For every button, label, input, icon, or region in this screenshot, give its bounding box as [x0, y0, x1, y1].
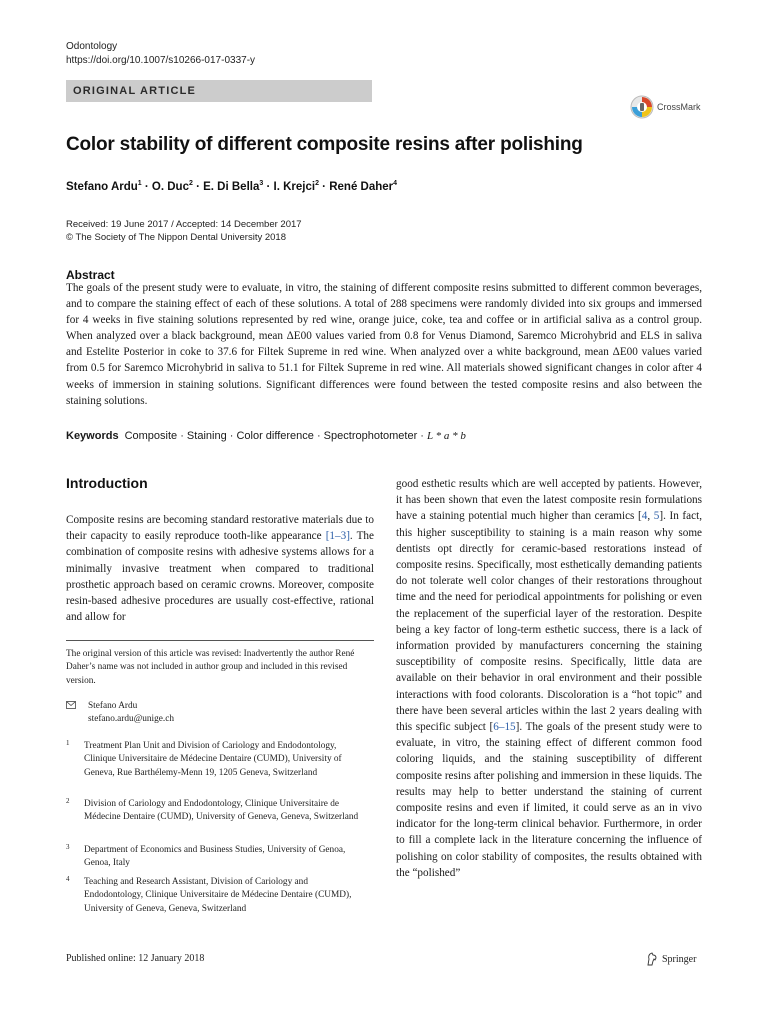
affiliation-text: Treatment Plan Unit and Division of Cariology and Endodontology, Clinique Universitaire de Médecine Dentaire (CUMD), University of Geneva, Rue Barthélemy-Menn 19, 1205 Geneva, Switzerland	[84, 741, 342, 778]
crossmark-icon	[630, 95, 654, 119]
author-name[interactable]: O. Duc	[151, 180, 189, 193]
article-title: Color stability of different composite resins after polishing	[66, 134, 583, 155]
author-separator: ·	[318, 180, 330, 193]
crossmark-badge[interactable]	[630, 92, 710, 122]
footnote-divider	[66, 640, 374, 641]
article-type-banner	[66, 80, 372, 102]
intro-right-text-3: ]. In fact, this higher susceptibility to staining is a main reason why some dentists opt directly for ceramic-based restorations instead of composite resins. Specifically, most esthetically demanding patients do not tolerate well color changes of their restorations throughout time and the need for periodical appointments for polishing or even the replacement of the superficial layer of the restoration. Despite being a key factor of long-term esthetic success, there is a lack of information provided by manufacturers concerning the staining susceptibility of composite resins. Specifically, little data are available on their behavior in oral environment and their possible interactions with food colorants. Discoloration is a “hot topic” and there have been several articles within the last 2 years dealing with this specific subject [	[396, 510, 702, 734]
keywords-list: Composite · Staining · Color difference · Spectrophotometer ·	[124, 430, 428, 442]
intro-left-text-1: Composite resins are becoming standard restorative materials due to their capacity to easily reproduce tooth-like appearance	[66, 514, 374, 543]
intro-right-text-2: ,	[647, 510, 654, 523]
affiliation-1	[66, 740, 366, 780]
keywords	[66, 430, 466, 442]
contact-name: Stefano Ardu	[88, 701, 138, 711]
affiliation-2	[66, 798, 366, 825]
article-type-label: ORIGINAL ARTICLE	[73, 85, 197, 97]
citation-link[interactable]: [1–3]	[325, 530, 350, 543]
doi-link[interactable]: https://doi.org/10.1007/s10266-017-0337-y	[66, 55, 256, 66]
publisher-logo	[646, 952, 696, 966]
intro-left-paragraph	[66, 512, 374, 625]
affiliation-number: 1	[66, 739, 70, 747]
published-online: Published online: 12 January 2018	[66, 953, 205, 964]
intro-left-text-2: . The combination of composite resins with adhesive systems allows for a minimally invasive treatment when compared to traditional prosthetic approach based on ceramic crowns. Moreover, composite resin-based adhesive procedures are usually cost-effective, rational and allow for	[66, 530, 374, 624]
journal-name: Odontology	[66, 41, 118, 52]
abstract-heading: Abstract	[66, 268, 115, 282]
author-name[interactable]: I. Krejci	[273, 180, 316, 193]
copyright: © The Society of The Nippon Dental University 2018	[66, 232, 286, 243]
springer-horse-icon	[646, 952, 658, 966]
corresponding-author	[66, 700, 366, 727]
affiliation-3	[66, 844, 366, 871]
intro-right-paragraph	[396, 476, 702, 881]
intro-right-text-1: good esthetic results which are well accepted by patients. However, it has been shown that even the latest composite resin formulations have a staining potential much higher than ceramics [	[396, 478, 702, 523]
author-list	[66, 180, 397, 193]
abstract-text: The goals of the present study were to evaluate, in vitro, the staining of different composite resins submitted to different common beverages, and to compare the staining effect of each of these solutions. A total of 288 specimens were randomly divided into six groups and immersed for 4 weeks in five staining solutions represented by red wine, orange juice, coke, tea and coffee or in artificial saliva as a control group. When analyzed over a black background, mean ΔE00 values varied from 0.8 for Venus Diamond, Saremco Microhybrid and ELS in saliva and Estelite Posterior in coke to 37.6 for Filtek Supreme in red wine. When analyzed over a white background, mean ΔE00 values varied from 0.5 for Saremco Microhybrid in saliva to 51.1 for Filtek Supreme in red wine. All materials showed significant changes in color after 4 weeks of immersion in staining solutions. Significant differences were found between the tested composite resins and also between the staining solutions.	[66, 282, 702, 407]
author-separator: ·	[141, 180, 152, 193]
contact-email[interactable]: stefano.ardu@unige.ch	[88, 714, 175, 725]
revision-footnote: The original version of this article was revised: Inadvertently the author René Daher’s name was not included in author group and included in this revised version.	[66, 649, 355, 686]
introduction-heading: Introduction	[66, 475, 148, 491]
intro-right-text-4: ]. The goals of the present study were to evaluate, in vitro, the staining effect of different common food coloring liquids, and the staining susceptibility of different composite resins after polishing and immersion in these liquids. The results may help to better understand the staining of current composite resins and even if limited, it could serve as an in vivo indicator for the long-term clinical behavior. Furthermore, in order to fill a complete lack in the literature concerning the influence of polishing on color stability of composites, the results obtained with the “polished”	[396, 721, 702, 879]
author-affiliation-marker: 3	[259, 180, 264, 187]
author-name[interactable]: E. Di Bella	[203, 180, 260, 193]
author-separator: ·	[263, 180, 274, 193]
author-name[interactable]: René Daher	[329, 180, 394, 193]
citation-link[interactable]: 4	[641, 510, 648, 523]
affiliation-text: Division of Cariology and Endodontology, Clinique Universitaire de Médecine Dentaire (CUMD), University of Geneva, Geneva, Switzerland	[84, 799, 359, 823]
affiliation-number: 4	[66, 875, 70, 883]
author-affiliation-marker: 1	[137, 180, 142, 187]
received-accepted: Received: 19 June 2017 / Accepted: 14 December 2017	[66, 219, 302, 230]
author-affiliation-marker: 4	[393, 180, 398, 187]
envelope-icon	[66, 701, 76, 709]
citation-link[interactable]: 5	[653, 510, 660, 523]
keywords-italic: L * a * b	[427, 430, 466, 442]
crossmark-label: CrossMark	[657, 102, 701, 112]
publisher-name: Springer	[662, 953, 697, 965]
affiliation-text: Department of Economics and Business Studies, University of Genoa, Genoa, Italy	[84, 845, 346, 869]
article-dates	[66, 218, 302, 244]
journal-header	[66, 40, 255, 68]
affiliation-number: 2	[66, 797, 70, 805]
author-affiliation-marker: 2	[188, 180, 193, 187]
citation-link[interactable]: 6–15	[493, 721, 516, 734]
author-name[interactable]: Stefano Ardu	[66, 180, 138, 193]
keywords-label: Keywords	[66, 430, 119, 442]
affiliation-number: 3	[66, 843, 70, 851]
author-affiliation-marker: 2	[315, 180, 319, 187]
author-separator: ·	[192, 180, 204, 193]
affiliation-text: Teaching and Research Assistant, Division of Cariology and Endodontology, Clinique Universitaire de Médecine Dentaire (CUMD), University of Geneva, Geneva, Switzerland	[84, 877, 352, 914]
affiliation-4	[66, 876, 366, 916]
